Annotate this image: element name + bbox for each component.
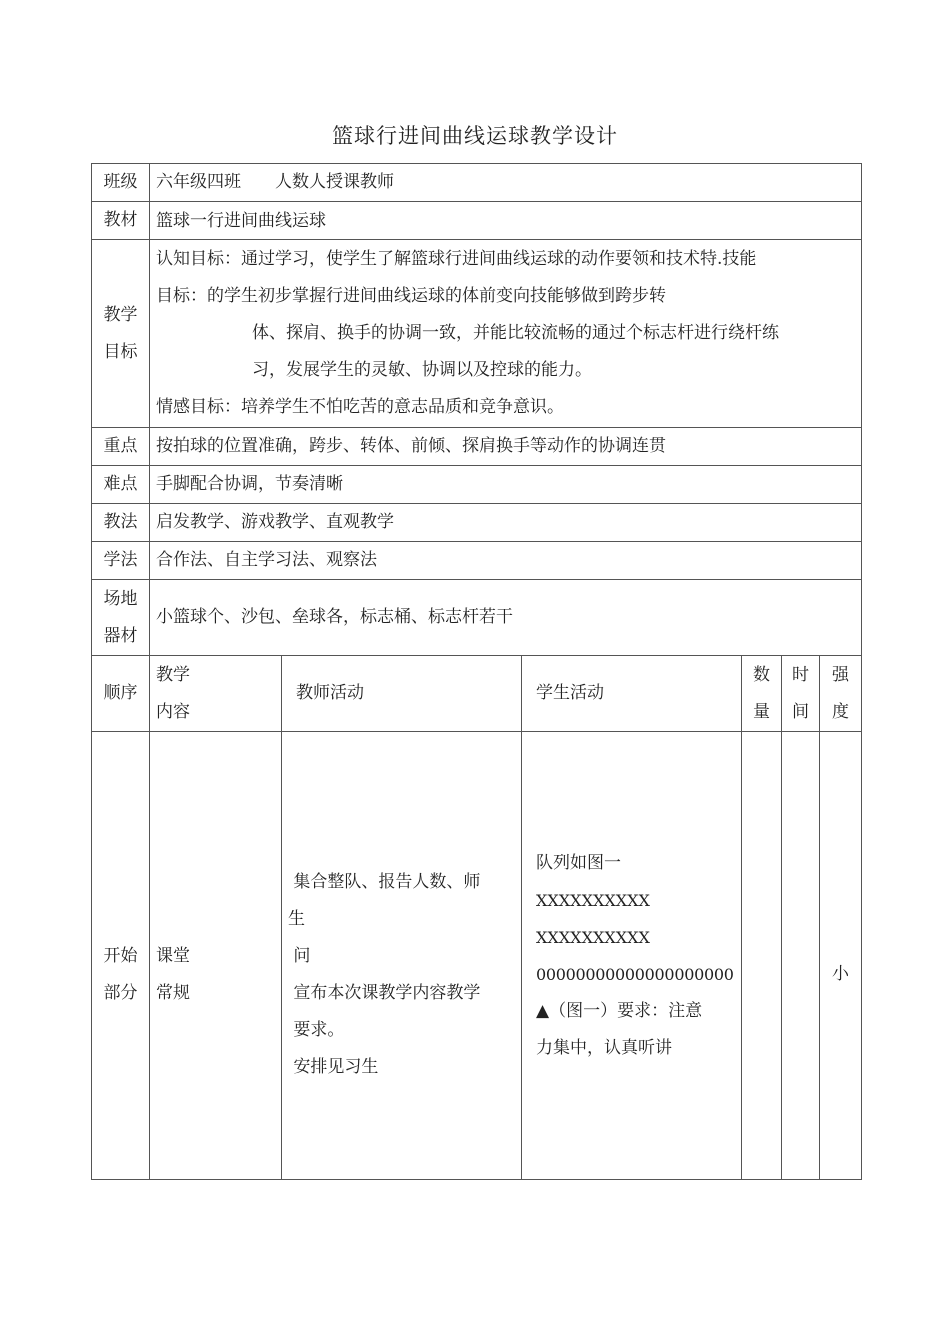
count-header bbox=[742, 656, 782, 732]
start-order-line: 开始 bbox=[103, 945, 138, 966]
goal-line: 情感目标：培养学生不怕吃苦的意志品质和竞争意识。 bbox=[156, 397, 564, 417]
start-order-cell bbox=[92, 732, 150, 1180]
goal-text bbox=[150, 240, 862, 428]
material-value: 篮球一行进间曲线运球 bbox=[150, 202, 862, 240]
difficulty-value: 手脚配合协调，节奏清晰 bbox=[150, 466, 862, 504]
count-header-line: 数 bbox=[753, 664, 770, 685]
class-label: 班级 bbox=[92, 164, 150, 202]
goal-line: 认知目标：通过学习，使学生了解篮球行进间曲线运球的动作要领和技术特.技能 bbox=[156, 249, 757, 269]
goal-label-line: 教学 bbox=[103, 304, 138, 325]
content-header-line: 内容 bbox=[156, 701, 190, 722]
student-activity-line: XXXXXXXXXX bbox=[536, 890, 650, 910]
difficulty-row bbox=[92, 466, 862, 504]
venue-value: 小篮球个、沙包、垒球各，标志桶、标志杆若干 bbox=[150, 580, 862, 656]
learning-method-label: 学法 bbox=[92, 542, 150, 580]
goal-line: 体、探肩、换手的协调一致，并能比较流畅的通过个标志杆进行绕杆练 bbox=[252, 323, 779, 343]
start-section-row bbox=[92, 732, 862, 1180]
teacher-activity-line: 要求。 bbox=[288, 1019, 345, 1040]
start-content-line: 课堂 bbox=[156, 945, 190, 966]
document-title: 篮球行进间曲线运球教学设计 bbox=[332, 124, 618, 148]
start-time-cell bbox=[782, 732, 820, 1180]
goal-label-line: 目标 bbox=[103, 341, 138, 362]
teaching-method-label: 教法 bbox=[92, 504, 150, 542]
learning-method-value: 合作法、自主学习法、观察法 bbox=[150, 542, 862, 580]
order-header: 顺序 bbox=[92, 656, 150, 732]
time-header-line: 时 bbox=[792, 664, 809, 685]
start-content-cell bbox=[150, 732, 282, 1180]
key-point-value: 按拍球的位置准确，跨步、转体、前倾、探肩换手等动作的协调连贯 bbox=[150, 428, 862, 466]
intensity-header bbox=[820, 656, 862, 732]
venue-label-line: 器材 bbox=[103, 625, 138, 646]
student-activity-header: 学生活动 bbox=[522, 656, 742, 732]
teacher-activity-header: 教师活动 bbox=[282, 656, 522, 732]
class-value: 六年级四班 人数人授课教师 bbox=[150, 164, 862, 202]
content-header-line: 教学 bbox=[156, 664, 190, 685]
venue-label bbox=[92, 580, 150, 656]
start-count-cell bbox=[742, 732, 782, 1180]
goal-line: 目标：的学生初步掌握行进间曲线运球的体前变向技能够做到跨步转 bbox=[156, 286, 666, 306]
student-activity-line: ▲（图一）要求：注意 bbox=[536, 1000, 703, 1021]
teacher-activity-line: 宣布本次课教学内容教学 bbox=[288, 982, 481, 1003]
material-label: 教材 bbox=[92, 202, 150, 240]
student-activity-line: 队列如图一 bbox=[536, 852, 621, 873]
start-content-line: 常规 bbox=[156, 982, 190, 1003]
content-header bbox=[150, 656, 282, 732]
goal-line: 习，发展学生的灵敏、协调以及控球的能力。 bbox=[252, 360, 592, 380]
time-header-line: 间 bbox=[792, 701, 809, 722]
start-order-line: 部分 bbox=[103, 982, 138, 1003]
time-header bbox=[782, 656, 820, 732]
teacher-activity-line: 问 bbox=[288, 945, 311, 966]
key-point-row bbox=[92, 428, 862, 466]
column-header-row bbox=[92, 656, 862, 732]
lesson-plan-table bbox=[91, 163, 862, 1180]
teacher-activity-line: 集合整队、报告人数、师 bbox=[288, 871, 481, 892]
class-row bbox=[92, 164, 862, 202]
difficulty-label: 难点 bbox=[92, 466, 150, 504]
student-activity-cell bbox=[522, 732, 742, 1180]
venue-label-line: 场地 bbox=[103, 588, 138, 609]
count-header-line: 量 bbox=[753, 701, 770, 722]
goal-label bbox=[92, 240, 150, 428]
learning-method-row bbox=[92, 542, 862, 580]
teacher-activity-line: 安排见习生 bbox=[288, 1056, 379, 1077]
teaching-method-value: 启发教学、游戏教学、直观教学 bbox=[150, 504, 862, 542]
start-intensity-cell: 小 bbox=[820, 732, 862, 1180]
teacher-activity-line: 生 bbox=[288, 908, 305, 929]
key-point-label: 重点 bbox=[92, 428, 150, 466]
student-activity-line: 力集中，认真听讲 bbox=[536, 1037, 672, 1058]
venue-row bbox=[92, 580, 862, 656]
student-activity-line: XXXXXXXXXX bbox=[536, 927, 650, 947]
goal-row bbox=[92, 240, 862, 428]
intensity-header-line: 度 bbox=[832, 701, 850, 722]
teacher-activity-cell bbox=[282, 732, 522, 1180]
teaching-method-row bbox=[92, 504, 862, 542]
intensity-header-line: 强 bbox=[832, 664, 850, 685]
student-activity-line: 00000000000000000000 bbox=[536, 964, 734, 984]
material-row bbox=[92, 202, 862, 240]
